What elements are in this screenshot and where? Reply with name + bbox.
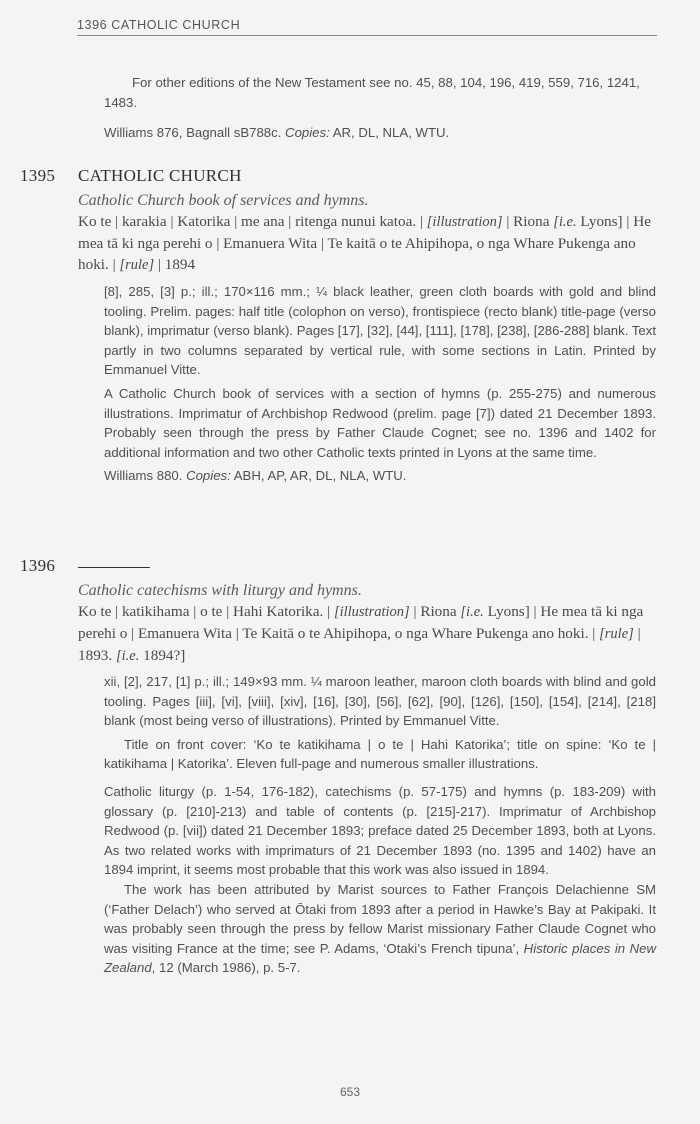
- entry-1396-transcription: [78, 601, 656, 667]
- entry-1395-copies: ABH, AP, AR, DL, NLA, WTU.: [230, 468, 407, 484]
- entry-1396-note1: Catholic liturgy (p. 1-54, 176-182), catechisms (p. 57-175) and hymns (p. 183-209) with glossary (p. [210]-213) and table of contents (p. [215]-217). Imprimatur of Archbishop Redwood (p. [vii]) dated 21 December 1893; preface dated 25 December 1893, both at Lyons. As two related works with imprimaturs of 21 December 1893 (no. 1395 and 1402) have an 1894 imprint, it seems most probable that this work was also issued in 1894.: [104, 783, 656, 878]
- entry-1396-transcr-a: Ko te | katikihama | o te | Hahi Katorika. |: [78, 603, 334, 620]
- entry-1395-transcr-c: Lyons] | He mea tā ki nga perehi o | Emanuera Wita | Te kaitā o te Ahipihopa, o nga Whare Pukenga ano hoki. |: [78, 213, 651, 273]
- entry-1395-transcr-illus: [illustration]: [426, 214, 503, 230]
- entry-1396-transcr-b: | Riona: [409, 603, 461, 620]
- entry-1396-physical: xii, [2], 217, [1] p.; ill.; 149×93 mm. ¼ maroon leather, maroon cloth boards with blind and gold tooling. Pages [iii], [vi], [viii], [xiv], [16], [30], [56], [62], [90], [126], [150], [154], [214], [218] blank (most being verso of illustrations). Printed by Emmanuel Vitte.: [104, 674, 656, 729]
- intro-copies: AR, DL, NLA, WTU.: [329, 125, 450, 140]
- running-head: 1396 CATHOLIC CHURCH: [77, 18, 657, 36]
- intro-copies-label: Copies:: [285, 125, 330, 140]
- entry-1395-physical: [8], 285, [3] p.; ill.; 170×116 mm.; ¼ black leather, green cloth boards with gold and blind tooling. Prelim. pages: half title (colophon on verso), frontispiece (recto blank) title-page (verso blank), imprimatur (verso blank). Pages [17], [32], [44], [111], [178], [238], [286-288] blank. Text partly in two columns separated by vertical rule, with some sections in Latin. Printed by Emmanuel Vitte.: [104, 284, 656, 378]
- entry-1395-transcr-ie: [i.e.: [553, 214, 577, 230]
- entry-1395-transcr-d: | 1894: [154, 256, 196, 273]
- entry-1395-copies-label: Copies:: [186, 468, 231, 484]
- entry-1396-transcr-d: | 1893.: [78, 625, 641, 664]
- entry-1395-description: [104, 282, 656, 490]
- entry-1396-body: [78, 580, 656, 667]
- entry-1396-transcr-c: Lyons] | He mea tā ki nga perehi o | Emanuera Wita | Te Kaitā o te Ahipihopa, o nga Whare Pukenga ano hoki. |: [78, 603, 644, 642]
- entry-1395-transcr-a: Ko te | karakia | Katorika | me ana | ritenga nunui katoa. |: [78, 213, 427, 230]
- entry-1395-heading: CATHOLIC CHURCH: [78, 166, 242, 185]
- entry-1395-references: [104, 466, 656, 486]
- intro-note: [104, 73, 656, 143]
- entry-1396-transcr-illus: [illustration]: [333, 604, 410, 620]
- intro-references: [104, 123, 656, 143]
- entry-1396-transcr-rule: [rule]: [599, 626, 634, 642]
- entry-1396-note2-a: The work has been attributed by Marist sources to Father François Delachienne SM (‘Father Delach’) who served at Ōtaki from 1893 after a period in Hawke’s Bay at Pakipaki. It was probably seen through the press by fellow Marist missionary Father Claude Cognet who was visiting France at the time; see P. Adams, ‘Otaki’s French tipuna’,: [104, 881, 656, 956]
- repeated-heading-rule: [78, 567, 150, 568]
- entry-1395-transcr-b: | Riona: [502, 213, 554, 230]
- entry-1395-title: Catholic Church book of services and hymns.: [78, 192, 369, 209]
- entry-1395-body: [78, 190, 656, 276]
- intro-editions-note: For other editions of the New Testament see no. 45, 88, 104, 196, 419, 559, 716, 1241, 1483.: [104, 75, 640, 110]
- entry-1396-note2-italic: Historic places in New Zealand: [104, 940, 656, 976]
- entry-1395-transcription: [78, 211, 656, 276]
- entry-1395-refs-prefix: Williams 880.: [104, 468, 187, 484]
- entry-1396-cover-note: Title on front cover: ‘Ko te katikihama | o te | Hahi Katorika’; title on spine: ‘Ko te | katikihama | Katorika’. Eleven full-page and numerous smaller illustrations.: [104, 736, 656, 772]
- entry-1396-transcr-date: [i.e.: [115, 648, 140, 664]
- entry-1396-note2: [104, 880, 656, 978]
- entry-1396-transcr-e: 1894?]: [139, 647, 186, 664]
- entry-1396-note2-b: , 12 (March 1986), p. 5-7.: [151, 960, 301, 976]
- entry-1396-number: 1396: [20, 556, 56, 575]
- entry-1396-dash: [78, 556, 150, 576]
- entry-1396-description: [104, 672, 656, 982]
- entry-1396-transcr-ie: [i.e.: [460, 604, 484, 620]
- page-number: 653: [340, 1085, 361, 1099]
- intro-refs-prefix: Williams 876, Bagnall sB788c.: [104, 125, 286, 140]
- entry-1395-number: 1395: [20, 166, 56, 185]
- entry-1395-note: A Catholic Church book of services with a section of hymns (p. 255-275) and numerous illustrations. Imprimatur of Archbishop Redwood (prelim. page [7]) dated 21 December 1893. Probably seen through the press by Father Claude Cognet; see no. 1396 and 1402 for additional information and two other Catholic texts printed in Lyons at the same time.: [104, 385, 656, 460]
- entry-1396-title: Catholic catechisms with liturgy and hymns.: [78, 582, 362, 599]
- entry-1395-transcr-rule: [rule]: [119, 257, 155, 273]
